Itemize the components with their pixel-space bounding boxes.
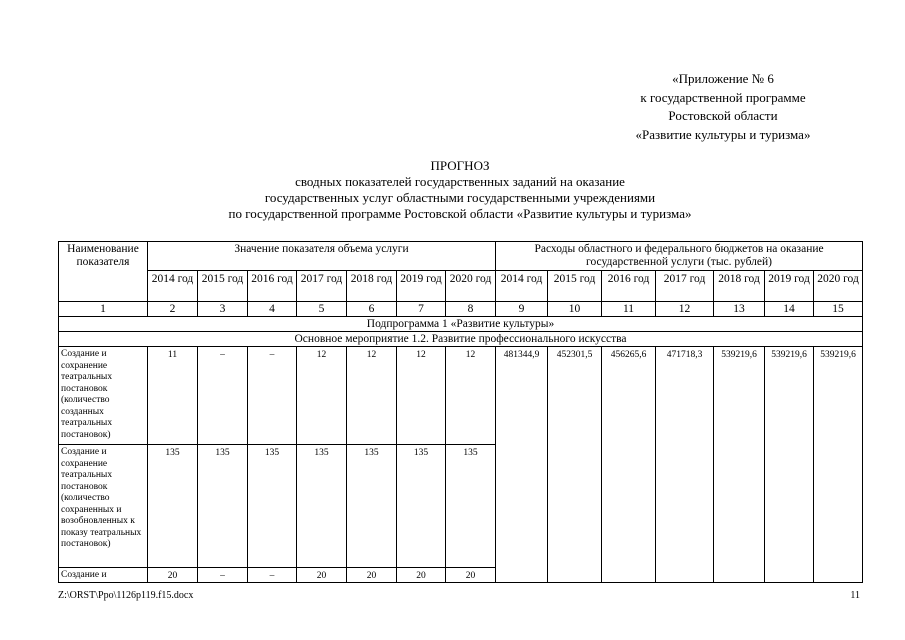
volume-value: 135: [446, 445, 496, 568]
volume-value: 12: [347, 347, 397, 445]
year-cell: 2017 год: [656, 271, 714, 302]
heading-line-2: государственных услуг областными государственными учреждениями: [264, 190, 656, 205]
volume-value: –: [248, 568, 297, 583]
indicator-name: Создание и: [59, 568, 148, 583]
year-cell: 2017 год: [297, 271, 347, 302]
year-cell: 2018 год: [714, 271, 765, 302]
year-cell: 2016 год: [602, 271, 656, 302]
column-number: 15: [814, 302, 863, 317]
volume-value: –: [198, 347, 248, 445]
column-number: 5: [297, 302, 347, 317]
volume-value: 135: [198, 445, 248, 568]
volume-value: 20: [446, 568, 496, 583]
year-cell: 2019 год: [397, 271, 446, 302]
year-cell: 2016 год: [248, 271, 297, 302]
header-indicator-name: Наименование показателя: [59, 242, 148, 302]
year-cell: 2014 год: [496, 271, 548, 302]
volume-value: 135: [248, 445, 297, 568]
year-cell: 2019 год: [765, 271, 814, 302]
column-number: 7: [397, 302, 446, 317]
year-cell: 2020 год: [814, 271, 863, 302]
indicator-name: Создание и сохранение театральных постановок (количество созданных театральных постановок): [59, 347, 148, 445]
column-number: 13: [714, 302, 765, 317]
year-cell: 2018 год: [347, 271, 397, 302]
heading-line-1: сводных показателей государственных заданий на оказание: [295, 174, 625, 189]
appendix-line-1: «Приложение № 6: [672, 71, 774, 86]
column-number: 8: [446, 302, 496, 317]
header-expenses-group: Расходы областного и федерального бюджетов на оказание государственной услуги (тыс. рублей): [496, 242, 863, 271]
year-cell: 2020 год: [446, 271, 496, 302]
volume-value: 20: [297, 568, 347, 583]
expense-value: 539219,6: [814, 347, 863, 583]
footer-page-number: 11: [850, 590, 860, 601]
volume-value: –: [248, 347, 297, 445]
volume-value: 135: [297, 445, 347, 568]
volume-value: 20: [397, 568, 446, 583]
expense-value: 539219,6: [765, 347, 814, 583]
year-cell: 2015 год: [198, 271, 248, 302]
column-number: 2: [148, 302, 198, 317]
column-number: 4: [248, 302, 297, 317]
expense-value: 471718,3: [656, 347, 714, 583]
column-number: 1: [59, 302, 148, 317]
column-number: 12: [656, 302, 714, 317]
year-cell: 2014 год: [148, 271, 198, 302]
volume-value: 135: [347, 445, 397, 568]
volume-value: 20: [347, 568, 397, 583]
expense-value: 452301,5: [548, 347, 602, 583]
expense-value: 456265,6: [602, 347, 656, 583]
volume-value: 135: [397, 445, 446, 568]
heading-title: ПРОГНОЗ: [430, 158, 490, 173]
appendix-block: [593, 70, 853, 144]
volume-value: 12: [397, 347, 446, 445]
volume-value: 11: [148, 347, 198, 445]
year-cell: 2015 год: [548, 271, 602, 302]
heading-line-3: по государственной программе Ростовской области «Развитие культуры и туризма»: [228, 206, 692, 221]
forecast-table: [58, 241, 863, 583]
column-number: 3: [198, 302, 248, 317]
column-number: 6: [347, 302, 397, 317]
indicator-name: Создание и сохранение театральных постановок (количество сохраненных и возобновленных к показу театральных постановок): [59, 445, 148, 568]
document-heading: [120, 158, 800, 222]
appendix-line-2: к государственной программе: [640, 89, 806, 105]
appendix-line-4: «Развитие культуры и туризма»: [635, 126, 811, 142]
subprogram-row: Подпрограмма 1 «Развитие культуры»: [59, 317, 863, 332]
volume-value: 135: [148, 445, 198, 568]
footer-file-path: Z:\ORST\Ppo\1126p119.f15.docx: [58, 590, 194, 601]
column-number: 9: [496, 302, 548, 317]
volume-value: 12: [446, 347, 496, 445]
column-number: 10: [548, 302, 602, 317]
appendix-line-3: Ростовской области: [668, 108, 778, 123]
volume-value: 20: [148, 568, 198, 583]
column-number: 14: [765, 302, 814, 317]
expense-value: 539219,6: [714, 347, 765, 583]
column-number: 11: [602, 302, 656, 317]
expense-value: 481344,9: [496, 347, 548, 583]
volume-value: 12: [297, 347, 347, 445]
volume-value: –: [198, 568, 248, 583]
header-volume-group: Значение показателя объема услуги: [148, 242, 496, 271]
activity-row: Основное мероприятие 1.2. Развитие профессионального искусства: [59, 332, 863, 347]
